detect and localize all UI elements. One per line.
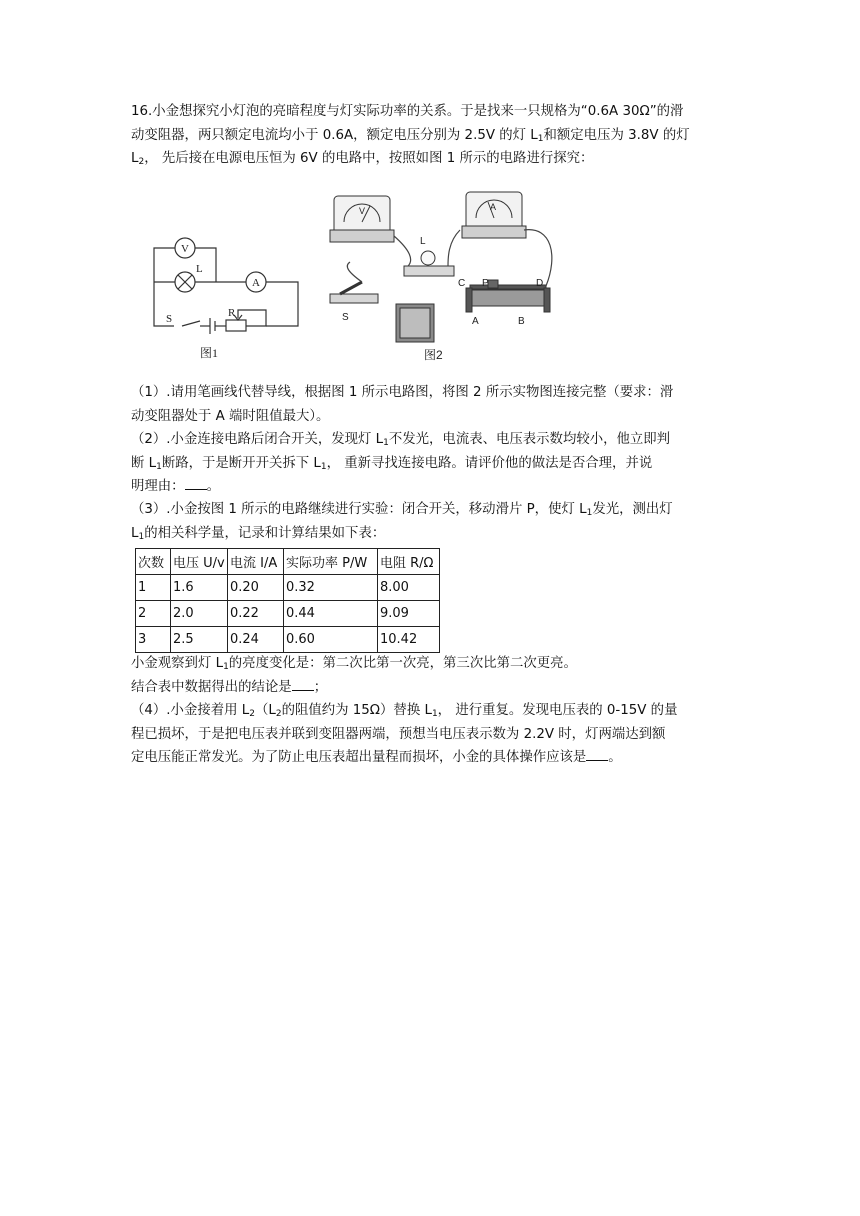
table-row xyxy=(136,627,440,653)
fig1-ammeter-label: A xyxy=(252,277,260,289)
fig2-terminal-a: A xyxy=(472,316,479,327)
table-cell: 9.09 xyxy=(378,601,440,627)
table-cell: 0.24 xyxy=(228,627,284,653)
table-cell: 0.20 xyxy=(228,575,284,601)
table-cell: 10.42 xyxy=(378,627,440,653)
answer-blank-reason[interactable] xyxy=(185,475,207,490)
fig2-lamp-label: L xyxy=(420,236,426,247)
part-4-line-2: 程已损坏，于是把电压表并联到变阻器两端，预想当电压表示数为 2.2V 时，灯两端达到额 xyxy=(131,726,666,742)
table-cell: 2.5 xyxy=(171,627,228,653)
fig2-voltmeter-label: V xyxy=(359,206,366,216)
fig2-terminal-b: B xyxy=(518,316,525,327)
part-3-conclusion xyxy=(131,652,733,699)
table-cell: 2.0 xyxy=(171,601,228,627)
table-header-cell: 实际功率 P/W xyxy=(284,549,378,575)
fig1-caption: 图1 xyxy=(200,346,219,360)
intro-line-2: 动变阻器，两只额定电流均小于 0.6A，额定电压分别为 2.5V 的灯 $L_1$和额定电压为 3.8V 的灯 xyxy=(131,127,690,144)
table-cell: 1 xyxy=(136,575,171,601)
part-2-line-1: （2）.小金连接电路后闭合开关，发现灯 $L_1$不发光，电流表、电压表示数均较小，他立即判 xyxy=(131,432,671,448)
part-1-line-1: （1）.请用笔画线代替导线，根据图 1 所示电路图，将图 2 所示实物图连接完整（要求：滑 xyxy=(131,385,674,400)
fig2-switch-label: S xyxy=(342,312,349,323)
figure-1-circuit xyxy=(154,238,298,334)
fig2-terminal-p: P xyxy=(482,278,489,289)
fig1-switch-label: S xyxy=(166,313,173,325)
table-header-cell: 电阻 R/Ω xyxy=(378,549,440,575)
fig2-terminal-d: D xyxy=(536,278,544,289)
question-intro xyxy=(131,100,733,171)
part-3 xyxy=(131,498,733,545)
intro-line-1: 16.小金想探究小灯泡的亮暗程度与灯实际功率的关系。于是找来一只规格为“0.6A 30Ω”的滑 xyxy=(131,104,684,119)
table-cell: 0.22 xyxy=(228,601,284,627)
fig1-rheostat-label: R xyxy=(228,307,236,319)
table-cell: 3 xyxy=(136,627,171,653)
table-header-cell: 电流 I/A xyxy=(228,549,284,575)
fig1-lamp-label: L xyxy=(196,263,203,275)
answer-blank-conclusion[interactable] xyxy=(292,676,314,691)
answer-blank-operation[interactable] xyxy=(586,746,608,761)
part-2 xyxy=(131,428,733,499)
table-cell: 0.60 xyxy=(284,627,378,653)
table-cell: 0.44 xyxy=(284,601,378,627)
figure-1-labels xyxy=(166,243,260,360)
table-cell: 1.6 xyxy=(171,575,228,601)
table-header-row xyxy=(136,549,440,575)
table-cell: 8.00 xyxy=(378,575,440,601)
part-2-line-3: 明理由： 。 xyxy=(131,475,733,499)
circuit-figures xyxy=(148,186,588,366)
part-4 xyxy=(131,699,733,770)
fig2-caption: 图2 xyxy=(424,348,443,362)
part-4-line-3: 定电压能正常发光。为了防止电压表超出量程而损坏，小金的具体操作应该是 。 xyxy=(131,746,733,770)
table-header-cell: 电压 U/v xyxy=(171,549,228,575)
fig1-voltmeter-label: V xyxy=(181,243,189,255)
table-cell: 0.32 xyxy=(284,575,378,601)
table-row xyxy=(136,601,440,627)
fig2-terminal-c: C xyxy=(458,278,466,289)
part-3-line-1: （3）.小金按图 1 所示的电路继续进行实验：闭合开关，移动滑片 P，使灯 $L_1$发光，测出灯 xyxy=(131,502,673,518)
table-header-cell: 次数 xyxy=(136,549,171,575)
part-4-line-1: （4）.小金接着用 $L_2(L_2$的阻值约为 15Ω）替换 $L_1$， 进行重复。发现电压表的 0-15V 的量 xyxy=(131,703,678,719)
intro-line-3: $L_2$， 先后接在电源电压恒为 6V 的电路中，按照如图 1 所示的电路进行探究： xyxy=(131,151,594,167)
part-1 xyxy=(131,381,733,428)
table-row xyxy=(136,575,440,601)
measurement-table xyxy=(135,548,440,653)
fig2-ammeter-label: A xyxy=(490,202,497,212)
observation-line: 小金观察到灯 $L_1$的亮度变化是：第二次比第一次亮，第三次比第二次更亮。 xyxy=(131,656,577,672)
conclusion-line: 结合表中数据得出的结论是 ； xyxy=(131,676,733,700)
part-1-line-2: 动变阻器处于 A 端时阻值最大）。 xyxy=(131,408,330,424)
table-cell: 2 xyxy=(136,601,171,627)
part-2-line-2: 断 $L_1$断路，于是断开开关拆下 $L_1$， 重新寻找连接电路。请评价他的做法是否合理，并说 xyxy=(131,455,653,472)
part-3-line-2: $L_1$的相关科学量，记录和计算结果如下表： xyxy=(131,525,386,542)
